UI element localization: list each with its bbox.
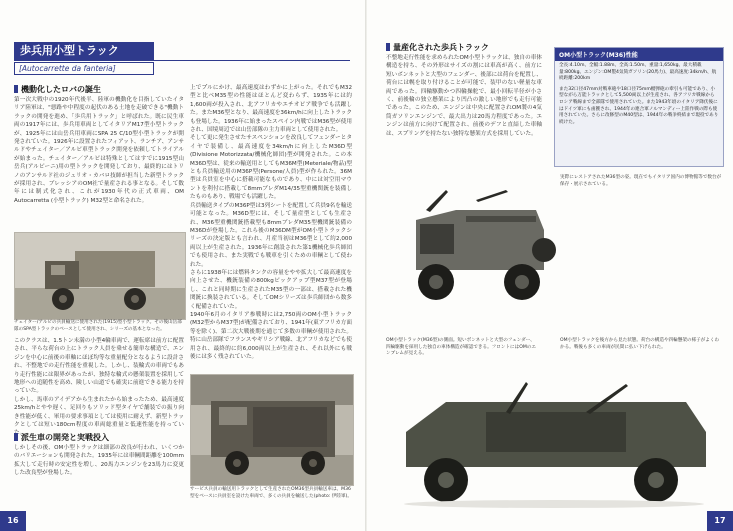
photo-caption-1: チェイター/アルピの兵員輸送に使用された(1915)型小型トラック。その後山岳部隊のSPA型トラックのベースとして使用され、シリーズの基本となった。 [14, 320, 182, 332]
title-rule [14, 60, 350, 61]
page-number-left: 16 [0, 511, 26, 531]
paragraph: しかし、馬車のアイデアから生まれたから始まったため、最高速度25km/hとやや遅く、足回りもソリッド型タイヤで舗装での振り向き性能が低く、軍用の要求事項としては使用に耐えず、新型トラックとしては短い180cm程度の車両総重量と低速性能を持っていた。 [14, 396, 184, 437]
truck-side-illustration [386, 170, 558, 320]
paragraph: さらに1938年には燃料タンクの容量をやや拡大して最高速度を向上させた、機銃装備の800kgピックアップ型M37型が登場し、これと同時期に生産されたM35型の一部は、搭載された機関銃に換装されている。そしてOMシリーズは歩兵師団から数多く配備されていた。 [190, 269, 352, 310]
photo-caption-top: OM小型トラック(M36型)の側面。短いボンネットと大型のフェンダー、四輪駆動を採用した独自の車体構造が確認できる。フロントにはOMのエンブレムが見える。 [386, 338, 536, 357]
paragraph: 1940年6月のイタリア参戦時には2,750両のOM小型トラック(M32型からM37型)が配備されており、1941年(東アフリカ方面等を除く)、第二次大戦後期を通じて多数の車輌が使用された。特に山岳部隊でフランスやギリシア戦線、北アフリカなどでも使用され、最終的に約6,000両以上が生産され、それ以外にも戦後には多く残されていた。 [190, 311, 352, 360]
paragraph: 兵員輸送タイプのM36P型は3列シートを配置して兵員9名を輸送可能となった。M36D型には、そして量産型としても生産され、M36型重機関銃搭載型も8mmブレダM35型機関銃装備のM36Dが登場した。これら後のM36DM型がOM小型トラックシリーズの決定版とも言われ、月産当初はM36型として約2,000両以上が生産された。1936年に創設された第1機械化歩兵師団でも使用され、また実戦でも戦車を引くための車輌として使われた。 [190, 202, 352, 268]
photo-truck-side [386, 170, 558, 320]
section-body-derivatives [14, 444, 184, 512]
truck-rear-illustration [386, 362, 722, 512]
side-caption: 実際にレストアされたM36型の姿。現在でもイタリア国内の博物館等で数台が保存・展示されている。 [560, 175, 722, 187]
spec-box-body: 全長:4.10m、全幅:1.88m、全高:1.50m、重量:1,650kg、最大積載量:800kg、エンジン:OM製4気筒ガソリン(20馬力)、最高速度:34km/h、航続距離:200km [559, 63, 717, 82]
photo-truck-rear [386, 362, 722, 512]
photo-caption-bottom: OM小型トラックを後方から見た状態。荷台の構造や四輪懸架の様子がよくわかる。戦後も多くの車両が民間に払い下げられた。 [560, 338, 720, 350]
paragraph: このクラスは、1.5トン未満の小型4輪車両で、運転席は前方に配置され、平らな荷台の上にトラック人員を乗せる簡単な構造で、エンジンを中心に前後の車軸にほぼ均等な重量配分となるように設計され、不整地での走行性能を重視した。しかし、装輪式の車両でもあり走行性能には限界があったが、独特な輪式の懸架装置を採用して地形への追随性を高め、険しい山道でも確実に前進できる能力を持っていた。 [14, 338, 184, 395]
paragraph: そして更に発生させたサスペンションを改良してフェンダーとタイヤで装備し、最高速度を34km/hに向上したM36D型(Divisione Motorizzata/機械化師団)型が開発された。この本M36D型は、従来の輸送用としてもM36M型(Meteriale/物品)型とも兵員輸送用のM36P型(Persone/人員)型が作られた。36M型は兵員室を中心に搭載可能なものであり、中には対空用マウントを利付に搭載して8mmブレダM14/35型重機関銃を装備したものもあり、戦場でも活躍した。 [190, 135, 352, 201]
article-subtitle: [Autocarrette da fanteria] [14, 62, 154, 75]
paragraph: 上でプルにかけ、最高速度はわずかに上がった。それでもM32型と比べM35型の性能はほとんど変わらず、1935年には約1,600両が投入され、北アフリカやエチオピア戦争でも活躍した。またM36型となり、最高速度を36km/hに向上したトラックも登場した。1936年に始まったスペイン内戦ではM36型が使用され、国境周辺では山岳部隊の主力車両として使用された。 [190, 85, 352, 134]
section-body-origin [14, 96, 184, 229]
truck-canvas-illustration [15, 233, 185, 319]
paragraph: しかしその後、OM小型トラックは細部の改良が行われ、いくつかのバリエーションも開発された。1935年には車輌間距離を100mm拡大して走行時の安定性を増し、20馬力エンジンを23馬力に変更した改良型が登場した。 [14, 445, 184, 477]
section-body-structure [14, 337, 184, 437]
column-2-text [190, 84, 352, 370]
enclosed-truck-illustration [191, 375, 353, 485]
section-heading-mass-production: 量産化された歩兵トラック [386, 42, 489, 53]
paragraph: 不整地走行性能を求められたOM小型トラックは、独自の車体構造を持ち、その外形はサイズの割には車高が高く、前方に短いボンネットと大型のフェンダー、後部には荷台を配置し、荷台には幌を取り付けることが可能で、装甲のない軽量な車両であった。四輪駆動かつ四輪操舵で、最小回転半径が小さく、前後輪の独立懸架により凹凸の激しい地形でも走行可能であった。このため、エンジンは中央に配置されOM製の4気筒ガソリンエンジンで、最大出力は20馬力程度であった。エンジンは前方に向けて配置され、前後のデフと直結した車軸は、スプリングを持たない独特な懸架方式を採用していた。 [386, 55, 542, 137]
right-column-1-text [386, 54, 542, 166]
left-page [0, 0, 366, 531]
paragraph: 第一次大戦中の1920年代後半、陸軍の機動化を目指していたイタリア陸軍は、"悪路や中程度の起伏のある土地を走破できる"機動トラックの開発を進め、「歩兵用トラック」と呼ばれた。既に民生車両の1917年には、歩兵用車両としてイタリアM17型小型トラックが、1925年には山岳兵用車両にSPA 25 C/10型小型トラックが開発されていた。1926年に設置されたフィアット、ランチア、アンサルドやチェイター／アルピ車型トラック開発を依頼してトライアルが始まった。チェイター／アルピは特殊としてはすでに1915型山岳兵(アルピーニ)用の型トラックを開発しており、最終的にはトリノのアンサルド社のジュリオ・カバロ技師が担当した新型トラックが採用され、ブレッシアのOM社で量産される事となる。そして数年には制式化され、これが1930年代の正式車両、OM Autocarretta (小型トラック) M32型と命名された。 [14, 97, 184, 204]
spec-box [554, 47, 724, 167]
spec-box-extra: また32口径47mm対戦車砲や18口径75mm榴弾砲の牽引も可能であり、小型ながら万能トラックとして5,500両以上が生産され、各アフリカ戦線からロシア戦線まで全部隊で使用されていた。また1943年頃のイタリア降伏後にはドイツ軍にも鹵獲され、1944年の連合軍ノルマンディー上陸作戦の際も使用されていた。さらに改修型のM40型は、1944年の戦争終結まで現役であり続けた。 [559, 86, 719, 125]
article-title: 歩兵用小型トラック [14, 42, 154, 60]
photo-enclosed-truck [190, 374, 354, 486]
section-heading-derivatives: 派生車の開発と実戦投入 [14, 432, 109, 443]
photo-truck-canvas [14, 232, 186, 320]
page-number-right: 17 [707, 511, 733, 531]
section-heading-origin: 機動化したロバの誕生 [14, 84, 101, 95]
spec-box-title: OM小型トラック(M36)性能 [555, 48, 723, 61]
photo-caption-2: サービス兵員の輸送用トラックとして生産されたOM36型兵員輸送車は、M36型をベースに兵員室を設けた車両で、多くの兵員を輸送した(photo: 伊陸軍)。 [190, 487, 352, 499]
